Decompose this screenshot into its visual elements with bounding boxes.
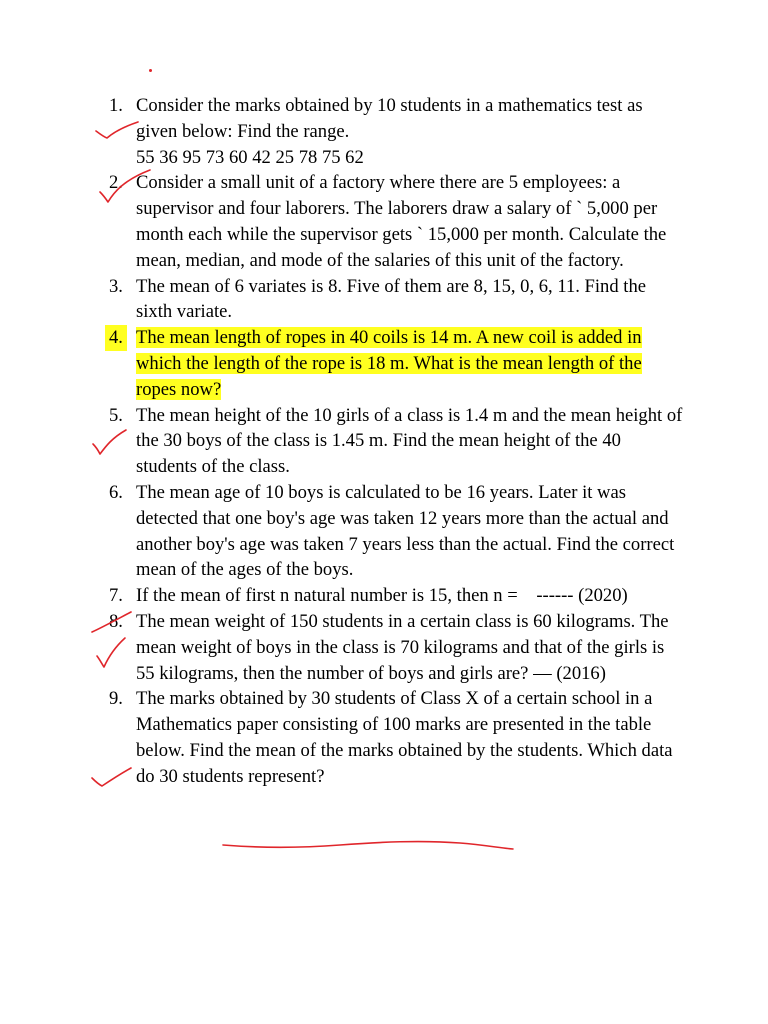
- question-item-9: [0, 686, 700, 789]
- question-number: 8.: [109, 610, 123, 632]
- question-text: The mean weight of 150 students in a certain class is 60 kilograms. The mean weight of boys in the class is 70 kilograms and that of the girls is 55 kilograms, then the number of boys and girls are? — (2016): [136, 610, 669, 684]
- question-item-7: [0, 583, 700, 609]
- question-text: The marks obtained by 30 students of Class X of a certain school in a Mathematics paper consisting of 100 marks are presented in the table below. Find the mean of the marks obtained by the students. Which data do 30 students represent?: [136, 688, 673, 787]
- question-number: 9.: [109, 688, 123, 710]
- question-number: 4.: [105, 325, 127, 351]
- question-text: Consider a small unit of a factory where there are 5 employees: a supervisor and four laborers. The laborers draw a salary of ` 5,000 per month each while the supervisor gets ` 15,000 per month. Calculate the mean, median, and mode of the salaries of this unit of the factory.: [136, 172, 667, 271]
- question-item-8: [0, 609, 700, 686]
- question-text: The mean age of 10 boys is calculated to be 16 years. Later it was detected that one boy's age was taken 12 years more than the actual and another boy's age was taken 7 years less than the actual. Find the correct mean of the ages of the boys.: [136, 481, 675, 581]
- question-item-2: [0, 170, 700, 273]
- question-text: The mean height of the 10 girls of a class is 1.4 m and the mean height of the 30 boys of the class is 1.45 m. Find the mean height of the 40 students of the class.: [136, 404, 683, 478]
- question-item-4: [0, 325, 700, 402]
- question-text: If the mean of first n natural number is 15, then n = ------ (2020): [136, 585, 628, 607]
- question-number: 7.: [109, 585, 123, 607]
- question-item-6: [0, 480, 700, 583]
- underline-mark: [223, 842, 513, 849]
- question-data-line: 55 36 95 73 60 42 25 78 75 62: [136, 146, 364, 168]
- question-text: Consider the marks obtained by 10 students in a mathematics test as given below: Find the range.: [136, 95, 643, 142]
- highlighted-question-text: [136, 325, 684, 402]
- question-number: 3.: [109, 275, 123, 297]
- question-item-5: [0, 403, 700, 480]
- question-number: 2.: [109, 172, 123, 194]
- question-number: 1.: [109, 95, 123, 116]
- highlight-mark: The mean length of ropes in 40 coils is 14 m. A new coil is added in which the length of the rope is 18 m. What is the mean length of the ropes now?: [136, 327, 642, 400]
- question-text: The mean of 6 variates is 8. Five of them are 8, 15, 0, 6, 11. Find the sixth variate.: [136, 275, 647, 323]
- question-item-1: [0, 93, 700, 170]
- question-list: [0, 93, 700, 790]
- question-item-3: [0, 274, 700, 326]
- question-number: 5.: [109, 404, 123, 426]
- question-number: 6.: [109, 481, 123, 503]
- ink-dot: [149, 69, 152, 72]
